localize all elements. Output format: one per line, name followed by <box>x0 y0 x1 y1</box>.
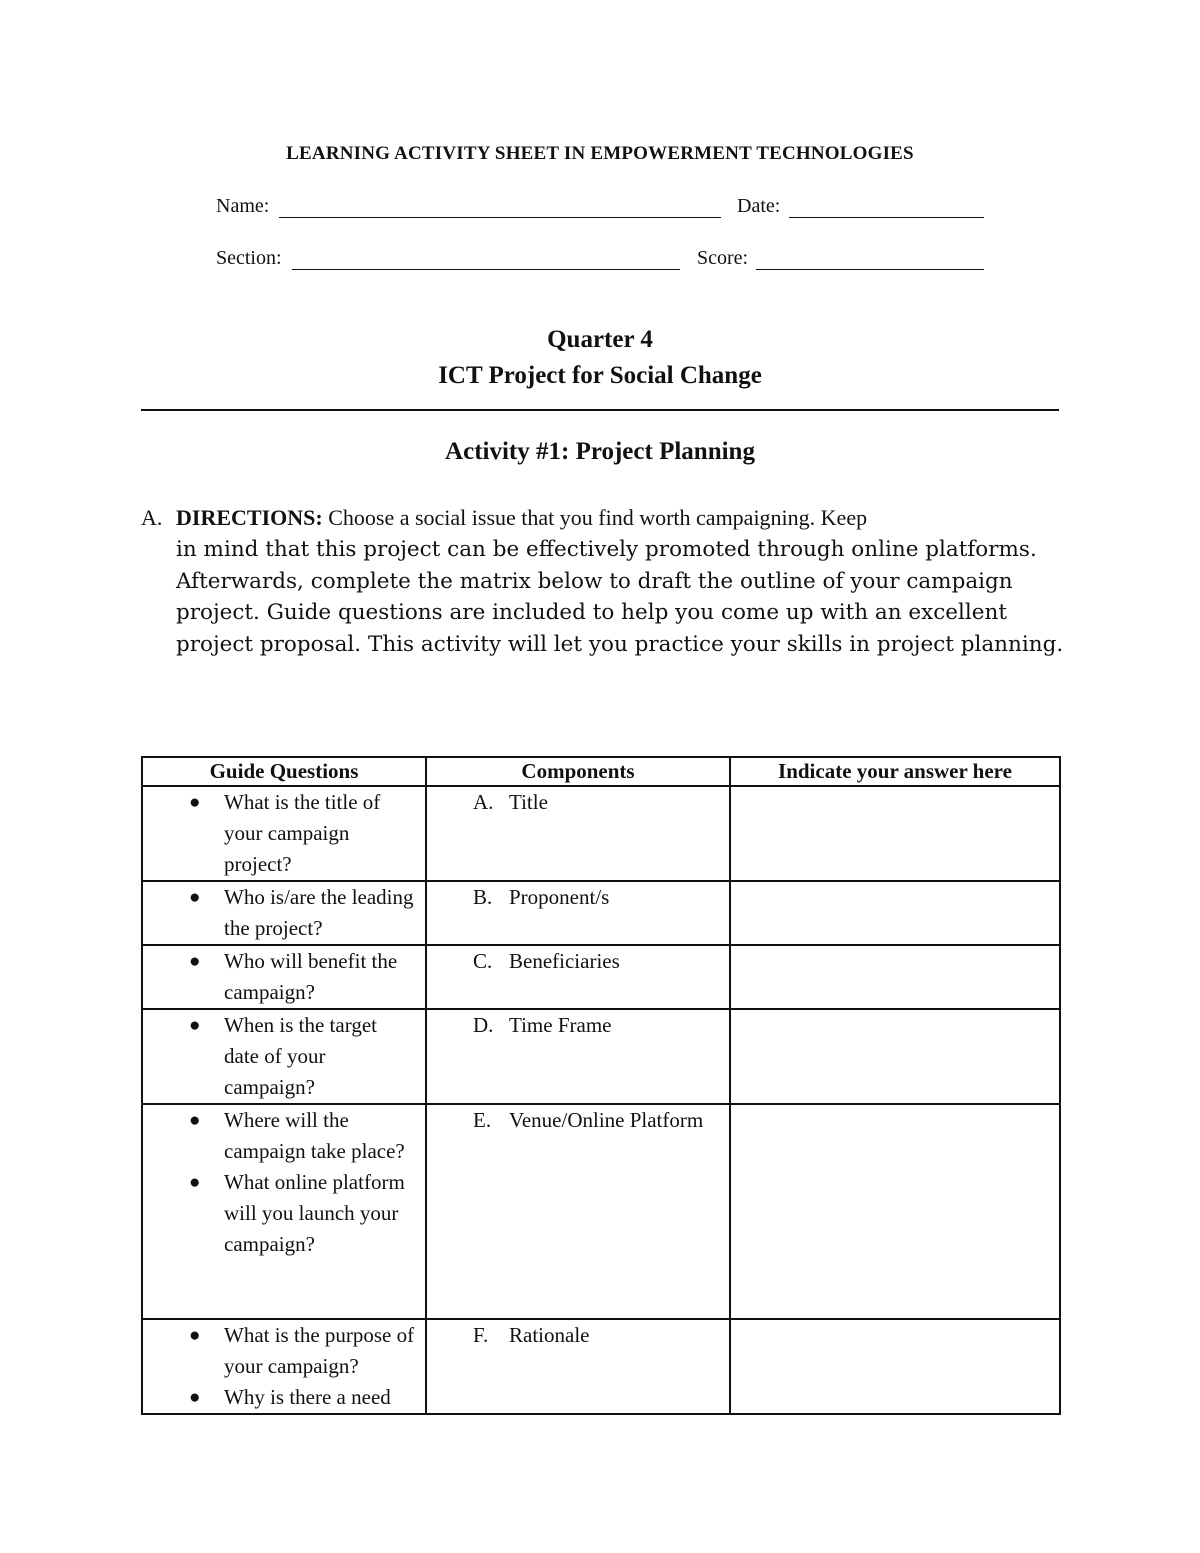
guide-question: ● Who will benefit the campaign? <box>143 946 425 1008</box>
guide-question: ● Where will the campaign take place? <box>143 1105 425 1167</box>
guide-question-cell <box>142 881 426 945</box>
component-label: Venue/Online Platform <box>509 1108 704 1132</box>
directions-paragraph-1: in mind that this project can be effectively promoted through online platforms. <box>176 537 1037 562</box>
header-guide-questions: Guide Questions <box>142 757 426 786</box>
table-row <box>142 1104 1060 1319</box>
activity-title: Activity #1: Project Planning <box>445 438 755 465</box>
project-title: ICT Project for Social Change <box>438 362 762 389</box>
header-components: Components <box>426 757 730 786</box>
component-letter: D. <box>473 1013 494 1037</box>
bullet-icon: ● <box>189 792 201 813</box>
component-cell <box>426 1009 730 1104</box>
guide-question-cell <box>142 1319 426 1414</box>
component-letter: E. <box>473 1108 492 1132</box>
guide-question-cell <box>142 945 426 1009</box>
table-row <box>142 786 1060 881</box>
table-row <box>142 1009 1060 1104</box>
matrix-header-row <box>142 757 1060 786</box>
date-label: Date: <box>737 195 781 217</box>
table-row <box>142 945 1060 1009</box>
header-answer: Indicate your answer here <box>730 757 1060 786</box>
component-cell <box>426 1319 730 1414</box>
table-row <box>142 1319 1060 1414</box>
guide-question: ● What is the purpose of your campaign? <box>143 1320 425 1382</box>
name-blank-line[interactable] <box>279 217 721 218</box>
component-cell <box>426 945 730 1009</box>
guide-question-cell <box>142 1104 426 1319</box>
guide-question-cell <box>142 786 426 881</box>
directions-first-text: Choose a social issue that you find worth campaigning. Keep <box>328 505 868 530</box>
guide-question-cell <box>142 1009 426 1104</box>
component-cell <box>426 786 730 881</box>
component-letter: C. <box>473 949 493 973</box>
component-letter: A. <box>473 790 494 814</box>
directions-marker: A. <box>141 505 163 530</box>
directions-heading: DIRECTIONS: <box>176 505 323 530</box>
directions-first-line <box>176 505 867 531</box>
guide-question: ● When is the target date of your campaign? <box>143 1010 425 1103</box>
component-label: Title <box>509 790 548 814</box>
name-field <box>216 195 269 218</box>
directions-body <box>176 534 1071 660</box>
component-label: Time Frame <box>509 1013 612 1037</box>
component-letter: B. <box>473 885 493 909</box>
bullet-icon: ● <box>189 1387 201 1408</box>
bullet-icon: ● <box>189 1015 201 1036</box>
section-blank-line[interactable] <box>292 269 680 270</box>
section-field <box>216 247 282 270</box>
component-label: Beneficiaries <box>509 949 620 973</box>
date-field <box>737 195 780 218</box>
answer-cell-rationale[interactable] <box>730 1319 1060 1414</box>
date-blank-line[interactable] <box>789 217 984 218</box>
guide-question: ● Who is/are the leading the project? <box>143 882 425 944</box>
answer-cell-title[interactable] <box>730 786 1060 881</box>
bullet-icon: ● <box>189 951 201 972</box>
guide-question: ● What online platform will you launch your campaign? <box>143 1167 425 1260</box>
answer-cell-venue[interactable] <box>730 1104 1060 1319</box>
component-cell <box>426 1104 730 1319</box>
score-field <box>697 247 748 270</box>
table-row <box>142 881 1060 945</box>
component-label: Rationale <box>509 1323 590 1347</box>
name-label: Name: <box>216 195 270 217</box>
sheet-title: LEARNING ACTIVITY SHEET IN EMPOWERMENT TECHNOLOGIES <box>286 143 914 164</box>
bullet-icon: ● <box>189 1325 201 1346</box>
directions-paragraph-2: Afterwards, complete the matrix below to draft the outline of your campaign project. Guide questions are included to help you come up with an excellent project proposal. This activity will let you practice your skills in project planning. <box>176 568 1064 657</box>
guide-question: ● Why is there a need <box>143 1382 425 1413</box>
bullet-icon: ● <box>189 1172 201 1193</box>
component-letter: F. <box>473 1323 489 1347</box>
component-label: Proponent/s <box>509 885 610 909</box>
bullet-icon: ● <box>189 1110 201 1131</box>
quarter-heading: Quarter 4 <box>547 326 653 353</box>
planning-matrix <box>141 756 1061 1415</box>
score-blank-line[interactable] <box>756 269 984 270</box>
score-label: Score: <box>697 247 749 269</box>
answer-cell-beneficiaries[interactable] <box>730 945 1060 1009</box>
answer-cell-proponents[interactable] <box>730 881 1060 945</box>
guide-question: ● What is the title of your campaign project? <box>143 787 425 880</box>
divider <box>141 409 1059 411</box>
section-label: Section: <box>216 247 282 269</box>
component-cell <box>426 881 730 945</box>
bullet-icon: ● <box>189 887 201 908</box>
answer-cell-time-frame[interactable] <box>730 1009 1060 1104</box>
